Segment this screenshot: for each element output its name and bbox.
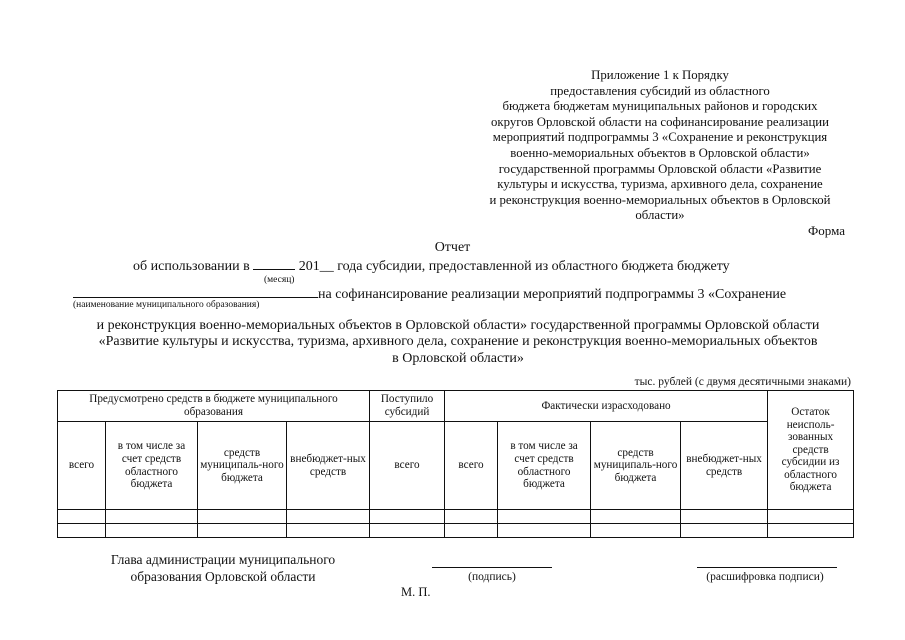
table-cell[interactable] — [498, 510, 591, 524]
table-cell[interactable] — [287, 524, 370, 538]
municipality-label: (наименование муниципального образования) — [73, 300, 260, 310]
table-cell[interactable] — [198, 510, 287, 524]
table-cell[interactable] — [591, 510, 681, 524]
table-cell[interactable] — [591, 524, 681, 538]
program-paragraph — [48, 318, 868, 367]
appendix-header — [440, 68, 880, 224]
decoding-label: (расшифровка подписи) — [706, 571, 824, 583]
received-total-header: всего — [370, 422, 445, 510]
units-note: тыс. рублей (с двумя десятичными знаками) — [634, 376, 851, 388]
report-period-line — [133, 256, 730, 275]
table-cell[interactable] — [768, 524, 854, 538]
appendix-line: округов Орловской области на софинансирование реализации — [490, 114, 830, 129]
appendix-line: области» — [635, 208, 685, 223]
table-cell[interactable] — [768, 510, 854, 524]
remainder-header: Остаток неисполь-зованных средств субсидии из областного бюджета — [768, 391, 854, 510]
appendix-line: предоставления субсидий из областного — [550, 83, 770, 98]
table-cell[interactable] — [370, 510, 445, 524]
period-suffix: года субсидии, предоставленной из областного бюджета бюджету — [337, 259, 730, 274]
table-cell[interactable] — [681, 510, 768, 524]
table-cell[interactable] — [498, 524, 591, 538]
table-cell[interactable] — [106, 510, 198, 524]
appendix-line: культуры и искусства, туризма, архивного дела, сохранение — [497, 177, 823, 192]
table-cell[interactable] — [681, 524, 768, 538]
spent-municipal-header: средств муниципаль-ного бюджета — [591, 422, 681, 510]
table-row — [58, 524, 854, 538]
spent-regional-header: в том числе за счет средств областного бюджета — [498, 422, 591, 510]
line2-suffix: на софинансирование реализации мероприятий подпрограммы 3 «Сохранение — [318, 287, 787, 302]
paragraph-line: «Развитие культуры и искусства, туризма, архивного дела, сохранение и реконструкция военно-мемориальных объектов — [98, 334, 818, 350]
period-prefix: об использовании в — [133, 259, 250, 274]
appendix-line: государственной программы Орловской области «Развитие — [498, 161, 822, 176]
table-cell[interactable] — [445, 524, 498, 538]
municipality-blank[interactable] — [73, 284, 318, 298]
report-table — [57, 390, 854, 538]
table-cell[interactable] — [198, 524, 287, 538]
planned-total-header: всего — [58, 422, 106, 510]
month-blank[interactable] — [253, 256, 295, 270]
table-cell[interactable] — [445, 510, 498, 524]
year-text: 201__ — [298, 259, 334, 274]
official-position — [98, 551, 348, 585]
appendix-line: и реконструкция военно-мемориальных объектов в Орловской — [489, 192, 831, 207]
signature-line[interactable] — [432, 567, 552, 568]
table-row — [58, 510, 854, 524]
position-line: Глава администрации муниципального — [110, 552, 336, 567]
table-cell[interactable] — [58, 524, 106, 538]
table-cell[interactable] — [287, 510, 370, 524]
table-cell[interactable] — [106, 524, 198, 538]
appendix-line: военно-мемориальных объектов в Орловской области» — [510, 145, 810, 160]
report-title: Отчет — [434, 240, 471, 255]
planned-extrabudget-header: внебюджет-ных средств — [287, 422, 370, 510]
received-header: Поступило субсидий — [370, 391, 445, 422]
position-line: образования Орловской области — [130, 569, 316, 584]
paragraph-line: в Орловской области» — [392, 350, 524, 366]
seal-label: М. П. — [401, 585, 431, 599]
paragraph-line: и реконструкция военно-мемориальных объектов в Орловской области» государственной программы Орловской области — [96, 318, 820, 333]
appendix-line: мероприятий подпрограммы 3 «Сохранение и реконструкция — [492, 130, 828, 145]
signature-label: (подпись) — [468, 571, 516, 583]
spent-total-header: всего — [445, 422, 498, 510]
spent-header: Фактически израсходовано — [445, 391, 768, 422]
planned-regional-header: в том числе за счет средств областного бюджета — [106, 422, 198, 510]
table-cell[interactable] — [370, 524, 445, 538]
table-cell[interactable] — [58, 510, 106, 524]
spent-extrabudget-header: внебюджет-ных средств — [681, 422, 768, 510]
appendix-line: бюджета бюджетам муниципальных районов и городских — [502, 99, 818, 114]
form-label: Форма — [808, 223, 845, 238]
appendix-line: Приложение 1 к Порядку — [591, 68, 729, 82]
signature-decoding-line[interactable] — [697, 567, 837, 568]
planned-header: Предусмотрено средств в бюджете муниципального образования — [58, 391, 370, 422]
planned-municipal-header: средств муниципаль-ного бюджета — [198, 422, 287, 510]
month-label: (месяц) — [264, 275, 295, 285]
